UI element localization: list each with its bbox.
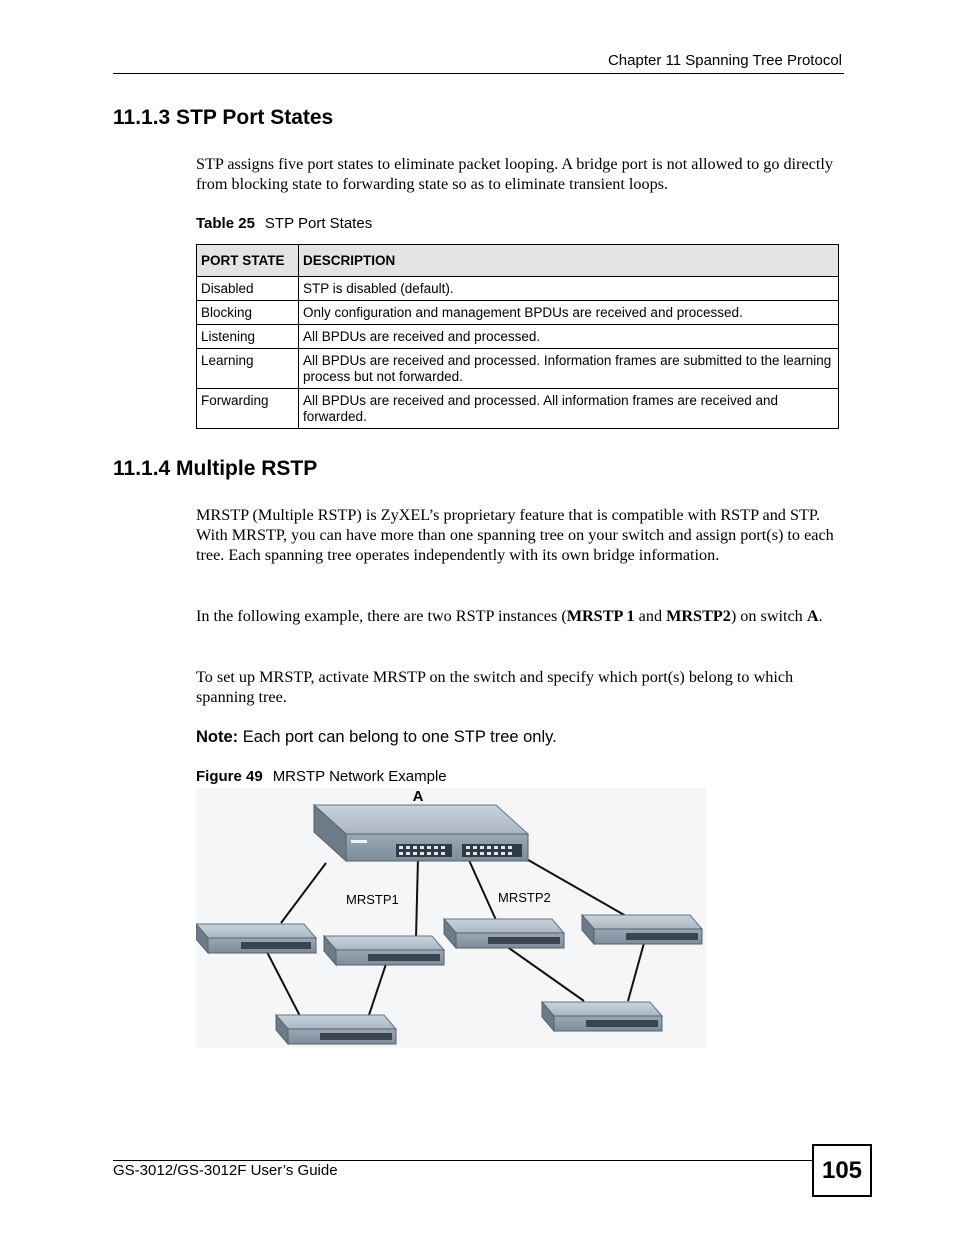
text-run: ) on switch xyxy=(730,607,807,625)
table-title: STP Port States xyxy=(264,215,373,232)
mrstp-setup-paragraph: To set up MRSTP, activate MRSTP on the switch and specify which port(s) belong to which spanning tree. xyxy=(196,668,794,706)
port-state-cell: Forwarding xyxy=(197,389,299,429)
port-state-cell: Blocking xyxy=(197,301,299,325)
column-header-port-state: PORT STATE xyxy=(197,245,299,277)
switch-bottom-left xyxy=(276,1015,396,1044)
description-cell: All BPDUs are received and processed. Information frames are submitted to the learning process but not forwarded. xyxy=(299,349,839,389)
figure-label: Figure 49 xyxy=(196,768,263,785)
switch-bottom-right xyxy=(542,1002,662,1031)
switch-a-term: A xyxy=(806,607,819,625)
port-state-cell: Learning xyxy=(197,349,299,389)
mrstp1-term: MRSTP 1 xyxy=(566,607,635,625)
switch-right xyxy=(582,915,702,944)
note-label: Note: xyxy=(196,728,239,746)
table-row xyxy=(197,349,839,389)
description-cell: STP is disabled (default). xyxy=(299,277,839,301)
page-number: 105 xyxy=(812,1144,872,1197)
text-run: In the following example, there are two RSTP instances ( xyxy=(196,607,567,625)
mrstp-network-diagram xyxy=(196,788,706,1048)
switch-a xyxy=(314,805,528,861)
table-row xyxy=(197,325,839,349)
description-cell: All BPDUs are received and processed. All information frames are received and forwarded. xyxy=(299,389,839,429)
port-state-cell: Listening xyxy=(197,325,299,349)
switch-middle xyxy=(324,936,444,965)
table-label: Table 25 xyxy=(196,215,255,232)
mrstp2-term: MRSTP2 xyxy=(666,607,731,625)
column-header-description: DESCRIPTION xyxy=(299,245,839,277)
mrstp-intro-paragraph: MRSTP (Multiple RSTP) is ZyXEL’s proprietary feature that is compatible with RSTP and STP. With MRSTP, you can have more than one spanning tree on your switch and assign port(s) to each tree. Each spanning tree operates independently with its own bridge information. xyxy=(196,506,834,564)
mrstp2-label: MRSTP2 xyxy=(498,890,551,905)
mrstp1-label: MRSTP1 xyxy=(346,892,399,907)
description-cell: Only configuration and management BPDUs are received and processed. xyxy=(299,301,839,325)
note xyxy=(196,728,557,747)
section-heading-stp-port-states: 11.1.3 STP Port States xyxy=(113,106,334,129)
text-run: . xyxy=(818,607,823,625)
stp-intro-paragraph: STP assigns five port states to eliminate packet looping. A bridge port is not allowed to go directly from blocking state to forwarding state so as to eliminate transient loops. xyxy=(196,155,833,193)
table-row xyxy=(197,277,839,301)
figure-title: MRSTP Network Example xyxy=(272,768,447,785)
table-caption xyxy=(196,215,372,232)
switch-a-label: A xyxy=(412,788,424,805)
section-heading-multiple-rstp: 11.1.4 Multiple RSTP xyxy=(113,457,318,480)
footer-rule xyxy=(113,1160,812,1161)
table-header-row xyxy=(197,245,839,277)
table-row xyxy=(197,301,839,325)
footer-guide-title: GS-3012/GS-3012F User’s Guide xyxy=(113,1162,338,1179)
port-state-cell: Disabled xyxy=(197,277,299,301)
note-text: Each port can belong to one STP tree only. xyxy=(238,728,557,746)
figure-caption xyxy=(196,768,447,785)
description-cell: All BPDUs are received and processed. xyxy=(299,325,839,349)
switch-center-right xyxy=(444,919,564,948)
running-header: Chapter 11 Spanning Tree Protocol xyxy=(607,52,842,69)
mrstp-example-paragraph xyxy=(196,606,841,626)
table-row xyxy=(197,389,839,429)
header-rule xyxy=(113,73,844,74)
switch-left xyxy=(196,924,316,953)
stp-port-states-table xyxy=(196,244,839,429)
text-run: and xyxy=(634,607,667,625)
